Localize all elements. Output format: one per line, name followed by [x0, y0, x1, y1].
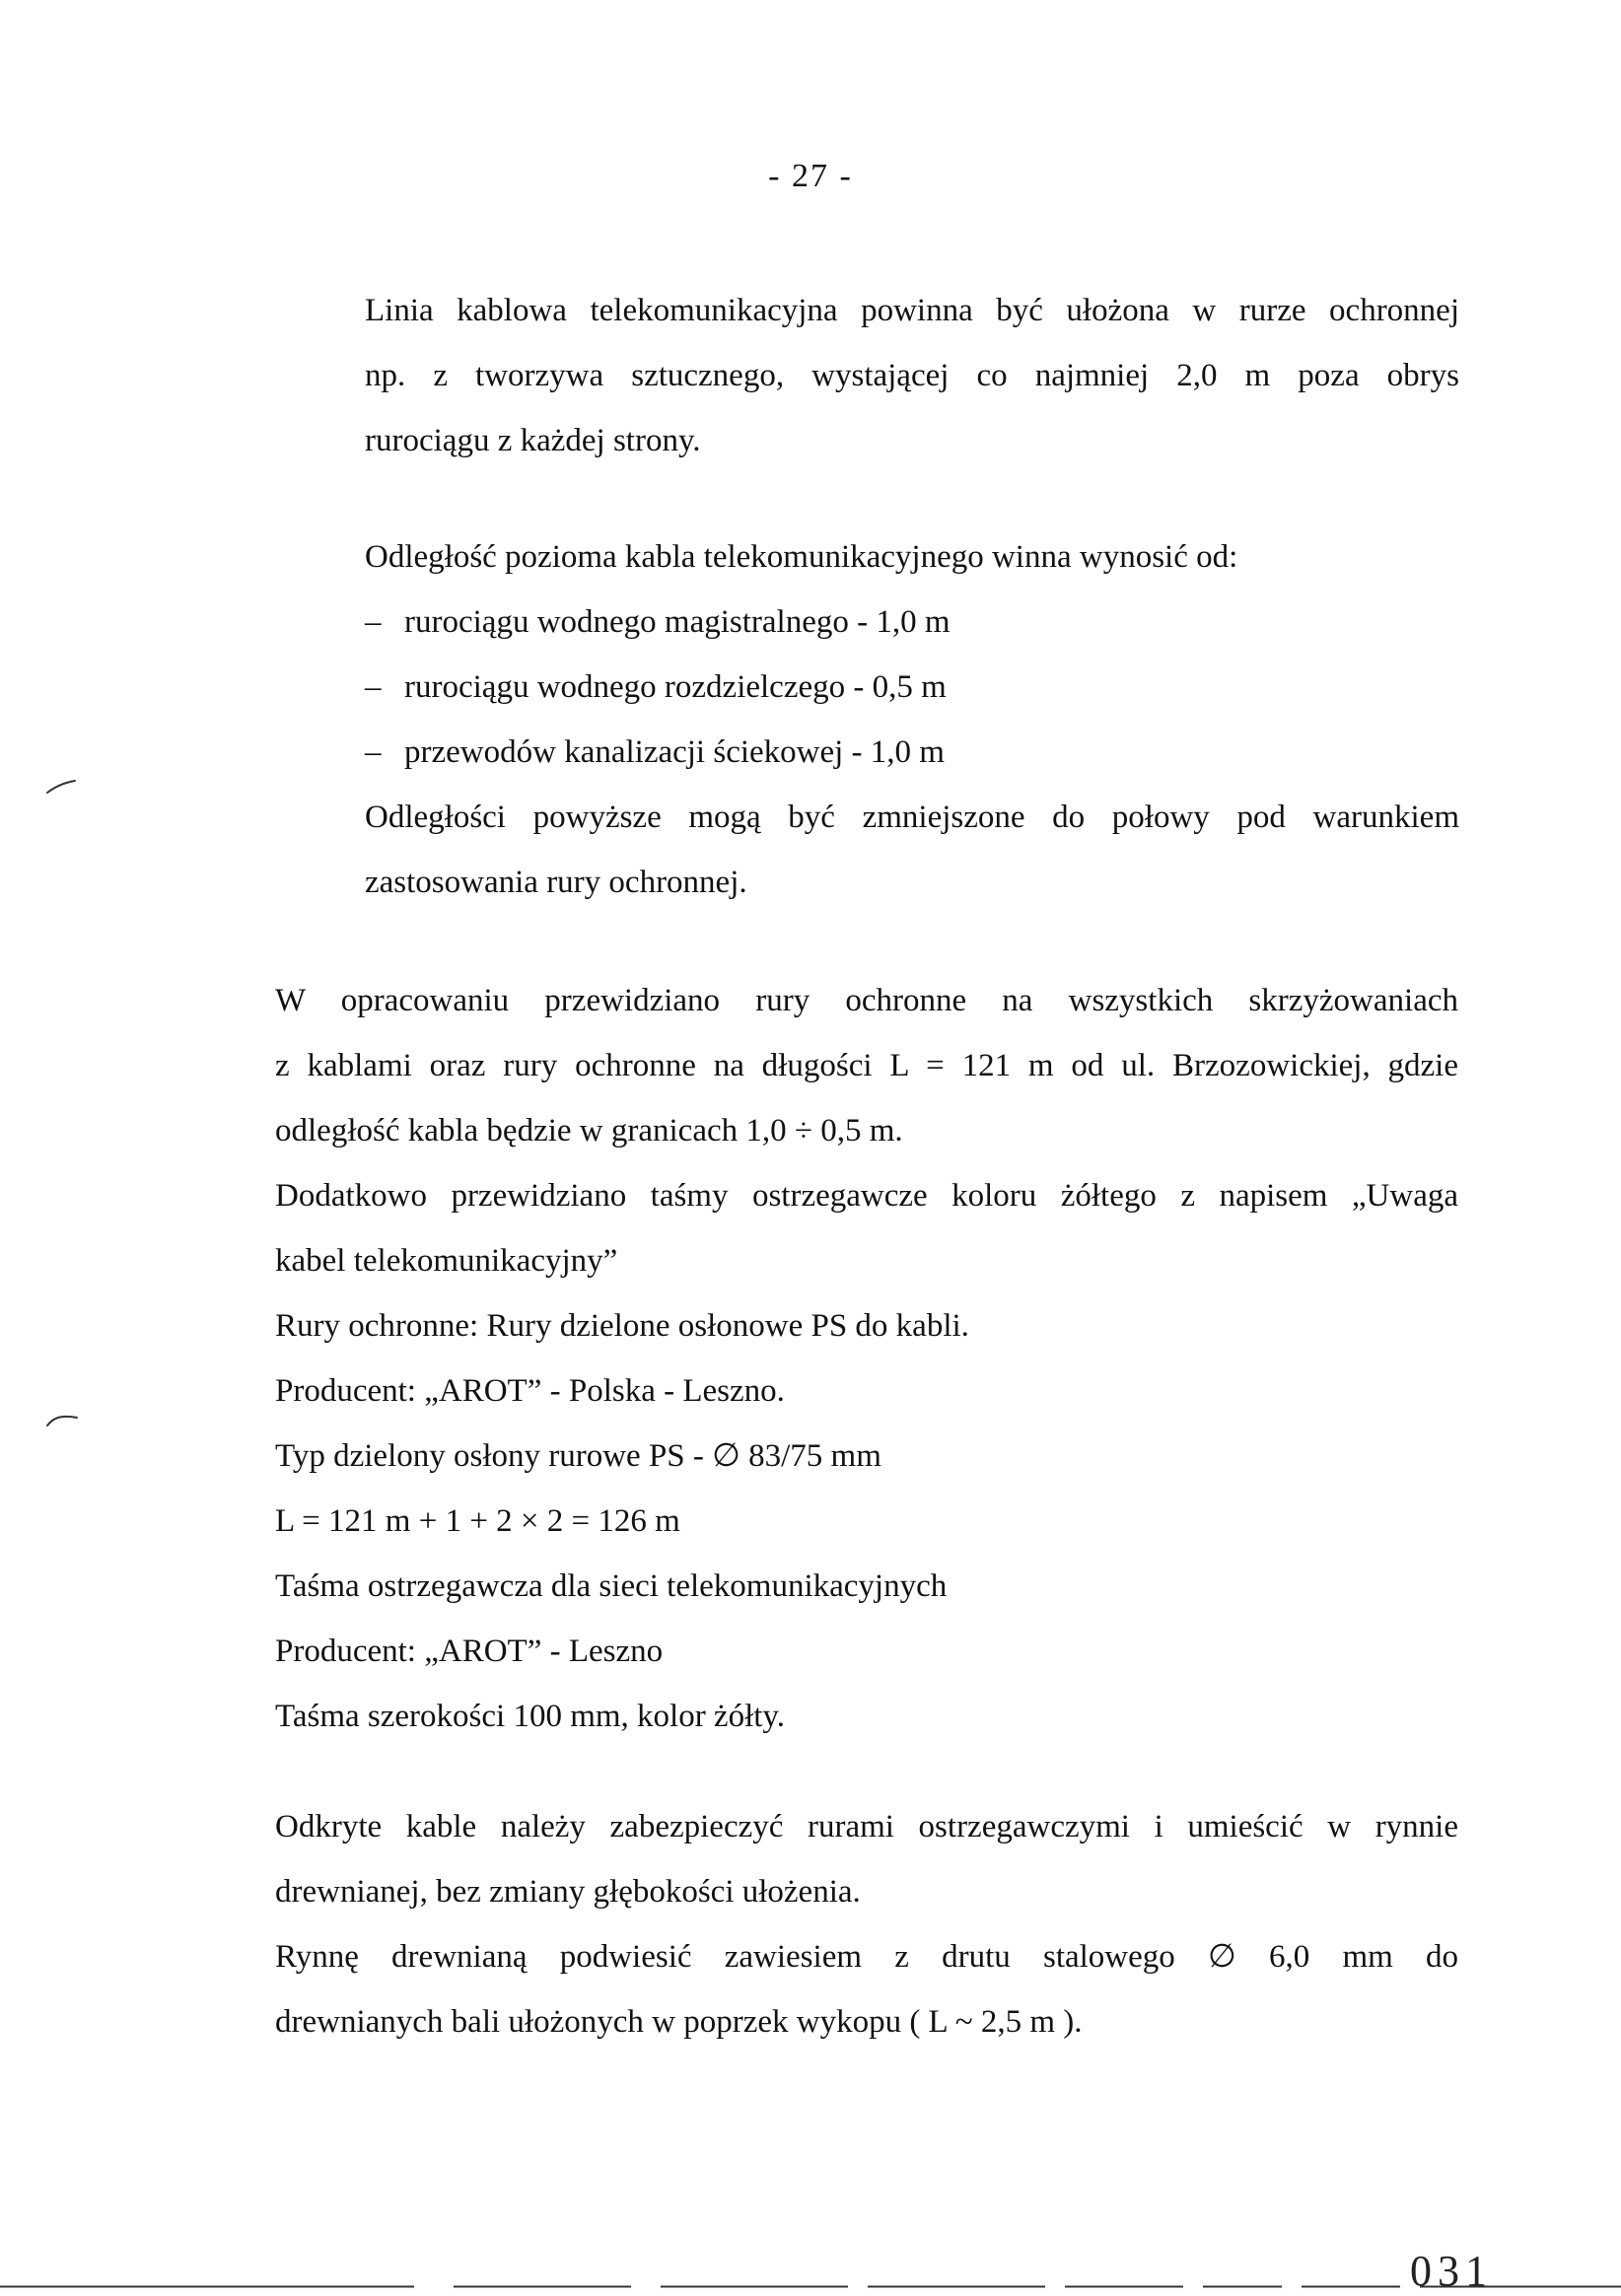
text-line: kabel telekomunikacyjny” [275, 1243, 618, 1279]
list-item [365, 720, 1459, 785]
dash-bullet: – [365, 604, 382, 640]
text-line: odległość kabla będzie w granicach 1,0 ÷ 0,5 m. [275, 1113, 903, 1148]
text-line: W opracowaniu przewidziano rury ochronne na wszystkich skrzyżowaniach [275, 983, 1458, 1018]
text-line: Producent: „AROT” - Leszno [275, 1634, 664, 1669]
text-line: Odkryte kable należy zabezpieczyć rurami ostrzegawczymi i umieścić w rynnie [275, 1809, 1458, 1844]
text-line: zastosowania rury ochronnej. [365, 865, 747, 900]
list-item [365, 590, 1459, 655]
text-line: Dodatkowo przewidziano taśmy ostrzegawcze koloru żółtego z napisem „Uwaga [275, 1178, 1458, 1214]
list-item-text: rurociągu wodnego rozdzielczego - 0,5 m [404, 669, 947, 705]
text-line: z kablami oraz rury ochronne na długości L = 121 m od ul. Brzozowickiej, gdzie [275, 1048, 1458, 1083]
text-line: Taśma szerokości 100 mm, kolor żółty. [275, 1699, 786, 1734]
list-item-text: przewodów kanalizacji ściekowej - 1,0 m [404, 734, 945, 770]
paragraph-exposed-cables [275, 1794, 1458, 2054]
page-number: - 27 - [768, 158, 853, 194]
text-line: Rynnę drewnianą podwiesić zawiesiem z drutu stalowego ∅ 6,0 mm do [275, 1939, 1458, 1975]
text-line: Rury ochronne: Rury dzielone osłonowe PS do kabli. [275, 1308, 969, 1344]
text-line: Producent: „AROT” - Polska - Leszno. [275, 1373, 785, 1409]
text-line: drewnianej, bez zmiany głębokości ułożenia. [275, 1874, 861, 1910]
text-line: L = 121 m + 1 + 2 × 2 = 126 m [275, 1503, 680, 1539]
dash-bullet: – [365, 734, 382, 770]
text-line: Linia kablowa telekomunikacyjna powinna być ułożona w rurze ochronnej [365, 293, 1459, 328]
list-item [365, 655, 1459, 720]
footer-rule [0, 2285, 1621, 2288]
paragraph-horizontal-distance [365, 524, 1459, 915]
text-line: Typ dzielony osłony rurowe PS - ∅ 83/75 mm [275, 1438, 881, 1474]
text-line: np. z tworzywa sztucznego, wystającej co najmniej 2,0 m poza obrys [365, 358, 1459, 393]
sheet-stamp-number: 031 [1410, 2247, 1493, 2295]
text-line: Odległości powyższe mogą być zmniejszone do połowy pod warunkiem [365, 800, 1459, 835]
text-line: rurociągu z każdej strony. [365, 423, 701, 458]
text-line: Odległość pozioma kabla telekomunikacyjnego winna wynosić od: [365, 539, 1238, 575]
text-line: drewnianych bali ułożonych w poprzek wykopu ( L ~ 2,5 m ). [275, 2004, 1083, 2040]
paragraph-cable-protection [365, 278, 1459, 473]
paragraph-protective-pipes [275, 968, 1458, 1749]
margin-tick-mark-icon [45, 1412, 79, 1427]
list-item-text: rurociągu wodnego magistralnego - 1,0 m [404, 604, 951, 640]
dash-bullet: – [365, 669, 382, 705]
margin-tick-mark-icon [45, 779, 79, 795]
text-line: Taśma ostrzegawcza dla sieci telekomunikacyjnych [275, 1568, 948, 1604]
